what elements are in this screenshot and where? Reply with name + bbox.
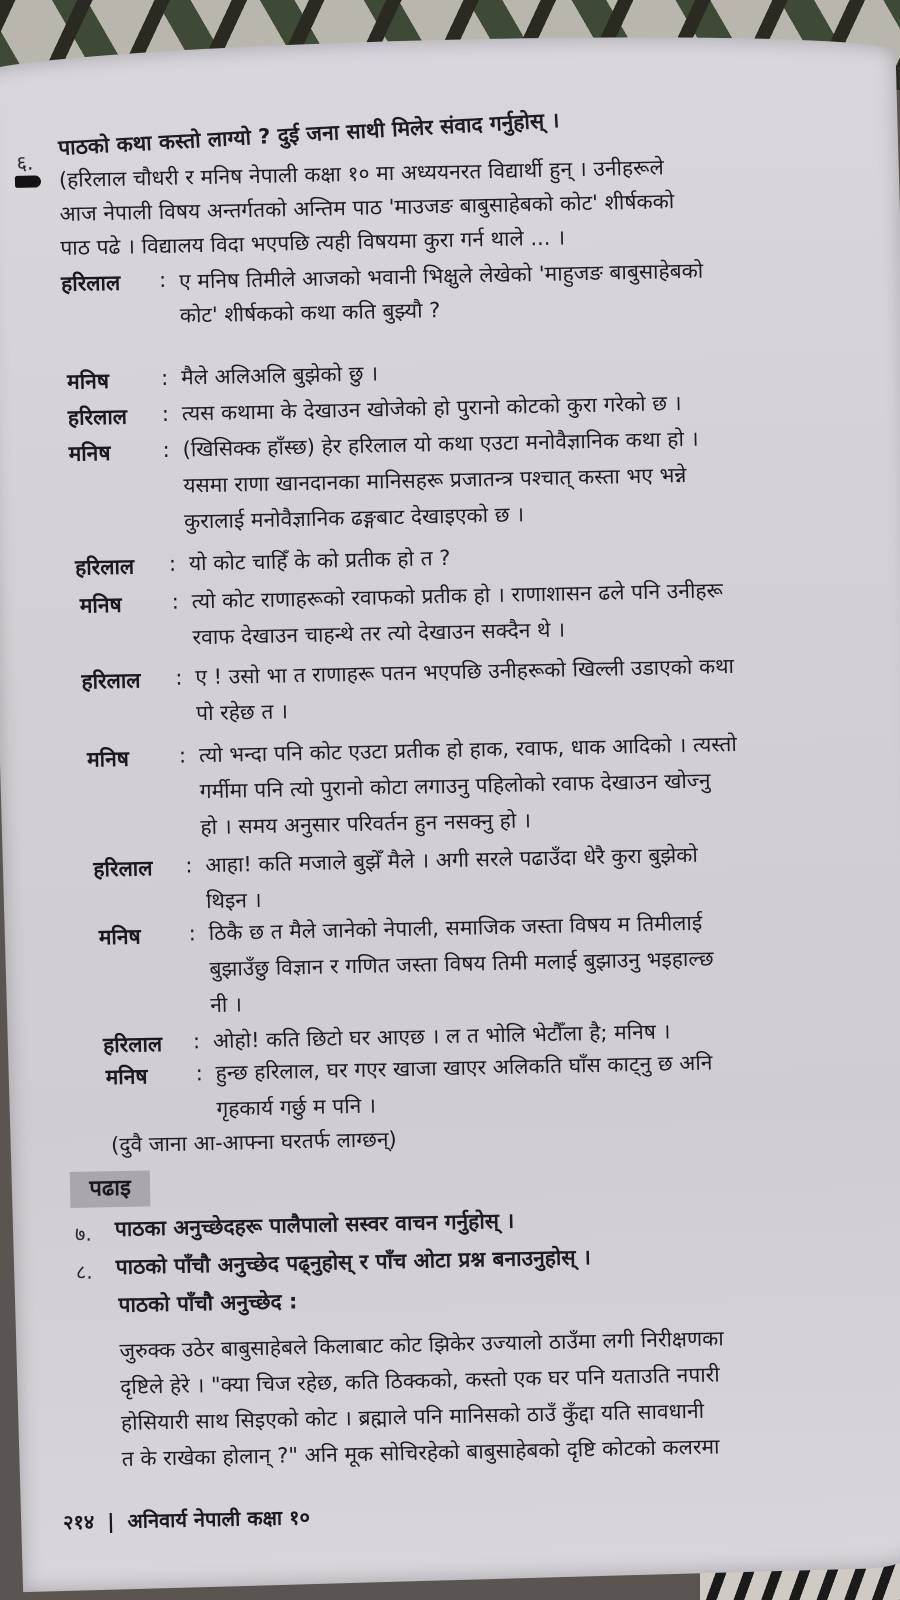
page-footer	[63, 1503, 310, 1535]
speaker-manish: मनिष	[98, 924, 141, 950]
passage-line: त के राखेका होलान् ?" अनि मूक सोचिरहेको बाबुसाहेबको दृष्टि कोटको कलरमा	[121, 1434, 720, 1472]
speaker-manish: मनिष	[86, 746, 130, 772]
colon: :	[195, 1061, 203, 1086]
colon: :	[168, 551, 177, 576]
dialogue-line: त्यस कथामा के देखाउन खोजेको हो पुरानो कोटको कुरा गरेको छ ।	[181, 391, 682, 426]
passage-line: होसियारी साथ सिइएको कोट । ब्रह्माले पनि मानिसको ठाउँ कुँद्दा यति सावधानी	[120, 1398, 705, 1436]
dialogue-line: गृहकार्य गर्छु म पनि ।	[216, 1093, 377, 1121]
exercise-6-number: ६.	[16, 150, 34, 175]
speaker-harilal: हरिलाल	[60, 270, 121, 297]
colon: :	[178, 743, 187, 768]
exercise-7-text: पाठका अनुच्छेदहरू पालैपालो सस्वर वाचन गर्नुहोस् ।	[114, 1208, 515, 1242]
speaker-harilal: हरिलाल	[81, 668, 141, 694]
dialogue-line: थिइन ।	[205, 887, 262, 914]
colon: :	[188, 921, 197, 946]
pointing-hand-icon	[15, 175, 41, 188]
dialogue-line: मैले अलिअलि बुझेको छु ।	[180, 361, 379, 390]
speaker-manish: मनिष	[66, 369, 110, 394]
dialogue-line: त्यो कोट राणाहरूको रवाफको प्रतीक हो । राणाशासन ढले पनि उनीहरू	[191, 578, 724, 614]
dialogue-line: ए मनिष तिमीले आजको भवानी भिक्षुले लेखेको 'माहुजङ बाबुसाहेबको	[178, 258, 704, 294]
dialogue-line: गर्मीमा पनि त्यो पुरानो कोटा लगाउनु पहिलोको रवाफ देखाउन खोज्नु	[199, 768, 711, 804]
exercise-6-prompt: पाठको कथा कस्तो लाग्यो ? दुई जना साथी मिलेर संवाद गर्नुहोस् ।	[57, 108, 560, 161]
page-number: २१४	[62, 1509, 95, 1535]
speaker-harilal: हरिलाल	[67, 404, 128, 430]
dialogue-line: कोट' शीर्षकको कथा कति बुझ्यौ ?	[179, 298, 441, 328]
dialogue-line: हो । समय अनुसार परिवर्तन हुन नसक्नु हो ।	[200, 808, 532, 840]
colon: :	[185, 853, 193, 878]
dialogue-line: यसमा राणा खानदानका मानिसहरू प्रजातन्त्र पश्चात् कस्ता भए भन्ने	[183, 462, 687, 498]
dialogue-line: पो रहेछ त ।	[195, 699, 289, 726]
colon: :	[192, 1029, 201, 1054]
intro-line: पाठ पढे । विद्यालय विदा भएपछि त्यही विषयमा कुरा गर्न थाले ... ।	[60, 225, 566, 261]
colon: :	[175, 665, 183, 690]
passage-line: जुरुक्क उठेर बाबुसाहेबले किलाबाट कोट झिकेर उज्यालो ठाउँमा लगी निरीक्षणका	[119, 1326, 724, 1364]
dialogue-line: ए ! उसो भा त राणाहरू पतन भएपछि उनीहरूको खिल्ली उडाएको कथा	[195, 654, 735, 690]
colon: :	[160, 365, 169, 390]
speaker-manish: मनिष	[68, 441, 111, 466]
dialogue-line: ठिकै छ त मैले जानेको नेपाली, समाजिक जस्ता विषय म तिमीलाई	[208, 910, 703, 946]
dialogue-line: कुरालाई मनोवैज्ञानिक ढङ्गबाट देखाइएको छ ।	[183, 502, 525, 534]
passage-line: दृष्टिले हेरे । "क्या चिज रहेछ, कति ठिक्कको, कस्तो एक घर पनि यताउति नपारी	[119, 1362, 720, 1400]
speaker-harilal: हरिलाल	[74, 554, 135, 580]
speaker-manish: मनिष	[105, 1064, 148, 1090]
colon: :	[158, 267, 167, 292]
colon: :	[162, 437, 170, 462]
dialogue-line: रवाफ देखाउन चाहन्थे तर त्यो देखाउन सक्दैन थे ।	[192, 617, 566, 650]
dialogue-line: यो कोट चाहिँ के को प्रतीक हो त ?	[188, 545, 451, 576]
colon: :	[161, 401, 170, 426]
dialogue-line: नी ।	[209, 992, 243, 1018]
intro-line: आज नेपाली विषय अन्तर्गतको अन्तिम पाठ 'माउजङ बाबुसाहेबको कोट' शीर्षकको	[59, 189, 675, 227]
dialogue-line: त्यो भन्दा पनि कोट एउटा प्रतीक हो हाक, रवाफ, धाक आदिको । त्यस्तो	[198, 731, 738, 768]
footer-separator: |	[106, 1509, 115, 1534]
passage-subheading: पाठको पाँचौ अनुच्छेद :	[118, 1289, 298, 1318]
speaker-harilal: हरिलाल	[102, 1032, 163, 1058]
dialogue-line: ओहो! कति छिटो घर आएछ । ल त भोलि भेटौँला है; मनिष ।	[212, 1019, 671, 1054]
section-heading: पढाइ	[70, 1170, 151, 1208]
stage-direction: (दुवै जाना आ-आफ्ना घरतर्फ लाग्छन्)	[110, 1127, 397, 1158]
speaker-manish: मनिष	[79, 592, 122, 618]
intro-line: (हरिलाल चौधरी र मनिष नेपाली कक्षा १० मा अध्ययनरत विद्यार्थी हुन् । उनीहरूले	[58, 155, 664, 193]
dialogue-line: (खिसिक्क हाँस्छ) हेर हरिलाल यो कथा एउटा मनोवैज्ञानिक कथा हो ।	[182, 426, 699, 462]
book-title: अनिवार्य नेपाली कक्षा १०	[127, 1505, 311, 1533]
speaker-harilal: हरिलाल	[93, 856, 153, 882]
exercise-8-number: ८.	[75, 1259, 93, 1284]
exercise-8-text: पाठको पाँचौ अनुच्छेद पढ्नुहोस् र पाँच ओटा प्रश्न बनाउनुहोस् ।	[115, 1245, 592, 1280]
exercise-7-number: ७.	[74, 1221, 93, 1246]
dialogue-line: हुन्छ हरिलाल, घर गएर खाजा खाएर अलिकति घाँस काट्नु छ अनि	[215, 1050, 713, 1085]
colon: :	[171, 589, 180, 614]
dialogue-line: बुझाउँछु विज्ञान र गणित जस्ता विषय तिमी मलाई बुझाउनु भइहाल्छ	[209, 946, 714, 982]
dialogue-line: आहा! कति मजाले बुझेँ मैले । अगी सरले पढाउँदा धेरै कुरा बुझेको	[205, 842, 699, 878]
